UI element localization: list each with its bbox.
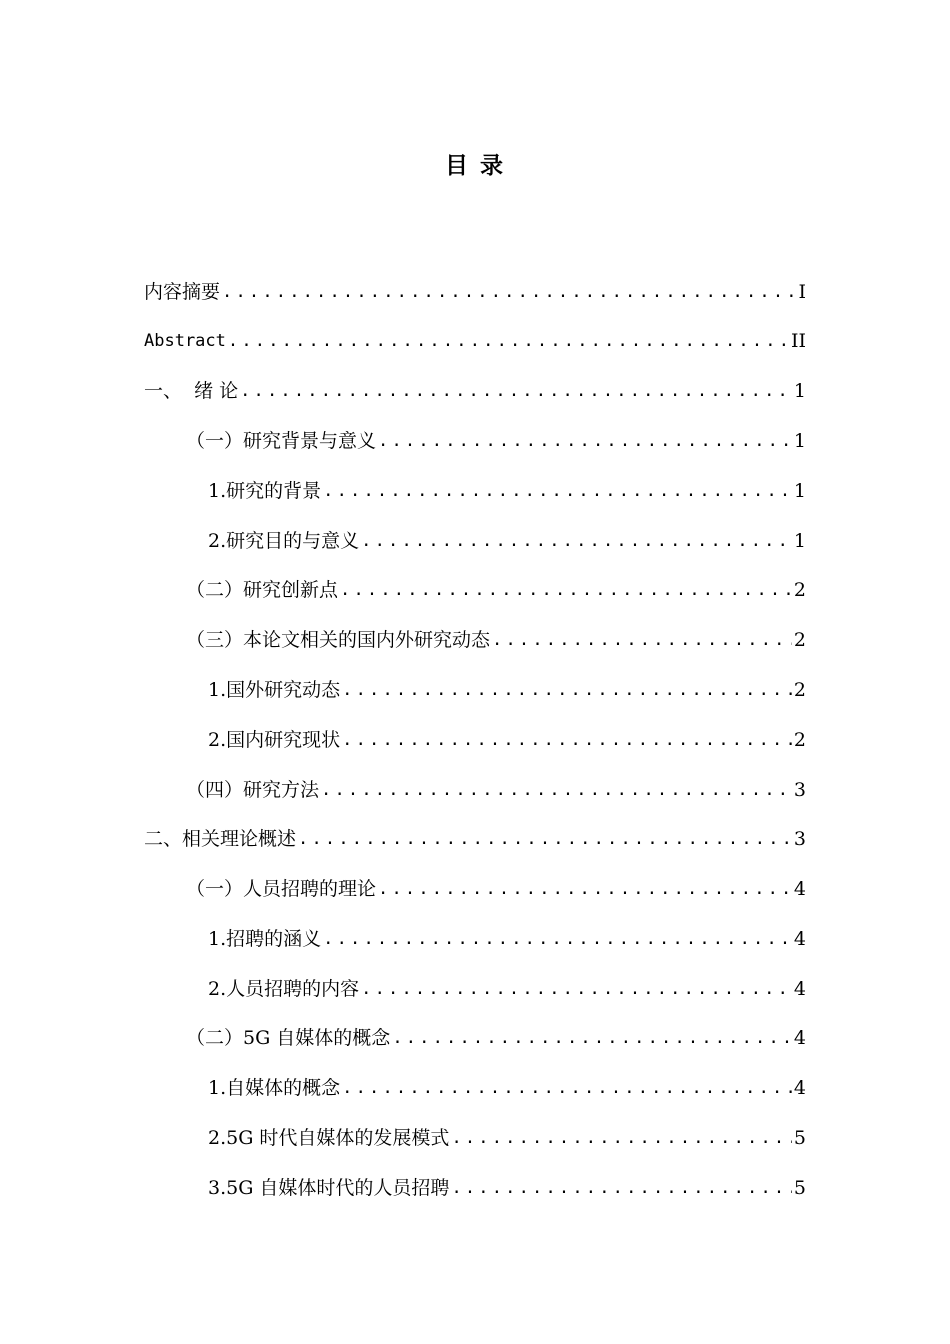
toc-page-number: 2	[793, 679, 806, 701]
toc-entry-subsection-2-2-3[interactable]	[208, 1173, 806, 1203]
toc-dot-leader	[492, 625, 792, 655]
toc-dot-leader	[222, 277, 796, 307]
toc-page-number: 5	[793, 1177, 806, 1199]
toc-entry-section-1-4[interactable]	[186, 775, 806, 805]
toc-dot-leader	[392, 1023, 792, 1053]
toc-dot-leader	[321, 775, 792, 805]
toc-entry-subsection-2-1-1[interactable]	[208, 924, 806, 954]
toc-entry-summary[interactable]	[144, 277, 806, 307]
toc-page-number: 4	[793, 878, 806, 900]
toc-page-number: II	[790, 330, 806, 352]
toc-page-number: 2	[793, 629, 806, 651]
toc-entry-section-1-3[interactable]	[186, 625, 806, 655]
toc-dot-leader	[342, 1073, 792, 1103]
toc-dot-leader	[378, 426, 792, 456]
toc-entry-label: （三）本论文相关的国内外研究动态	[186, 629, 491, 651]
toc-entry-chapter-1[interactable]	[144, 376, 806, 406]
toc-dot-leader	[378, 874, 792, 904]
toc-page-number: 1	[793, 380, 806, 402]
toc-entry-subsection-2-1-2[interactable]	[208, 974, 806, 1004]
toc-entry-label: （一）研究背景与意义	[186, 430, 377, 452]
toc-entry-section-1-2[interactable]	[186, 575, 806, 605]
toc-entry-subsection-1-3-1[interactable]	[208, 675, 806, 705]
toc-page-number: 5	[793, 1127, 806, 1149]
toc-entry-label: （二）研究创新点	[186, 579, 339, 601]
toc-entry-chapter-2[interactable]	[144, 824, 806, 854]
toc-entry-label: Abstract	[144, 331, 226, 351]
toc-entry-section-2-2[interactable]	[186, 1023, 806, 1053]
toc-entry-subsection-1-1-1[interactable]	[208, 476, 806, 506]
toc-entry-label: （二）5G 自媒体的概念	[186, 1027, 391, 1049]
toc-entry-label: 1.自媒体的概念	[208, 1077, 341, 1099]
toc-entry-label: （一）人员招聘的理论	[186, 878, 377, 900]
toc-dot-leader	[451, 1173, 791, 1203]
toc-page-number: 3	[793, 779, 806, 801]
toc-entry-label: 内容摘要	[144, 281, 221, 303]
toc-entry-label: 2.人员招聘的内容	[208, 978, 360, 1000]
toc-dot-leader	[361, 974, 792, 1004]
toc-entry-label: 2.5G 时代自媒体的发展模式	[208, 1127, 450, 1149]
toc-entry-section-1-1[interactable]	[186, 426, 806, 456]
toc-dot-leader	[342, 675, 792, 705]
toc-dot-leader	[323, 476, 792, 506]
toc-page-number: 1	[793, 480, 806, 502]
toc-entry-subsection-1-3-2[interactable]	[208, 725, 806, 755]
toc-entry-label: 2.研究目的与意义	[208, 530, 360, 552]
toc-page-number: 4	[793, 1077, 806, 1099]
toc-page-number: 2	[793, 579, 806, 601]
toc-entry-abstract[interactable]	[144, 326, 806, 356]
page-title: 目 录	[444, 153, 505, 179]
toc-dot-leader	[240, 376, 792, 406]
toc-page-number: 4	[793, 928, 806, 950]
toc-entry-section-2-1[interactable]	[186, 874, 806, 904]
toc-page-number: 1	[793, 430, 806, 452]
toc-entry-subsection-2-2-1[interactable]	[208, 1073, 806, 1103]
toc-page-number: I	[798, 281, 806, 303]
toc-dot-leader	[451, 1123, 791, 1153]
toc-entry-label: 1.国外研究动态	[208, 679, 341, 701]
toc-page-number: 1	[793, 530, 806, 552]
toc-entry-label: 二、相关理论概述	[144, 828, 297, 850]
toc-entry-label: 3.5G 自媒体时代的人员招聘	[208, 1177, 450, 1199]
toc-dot-leader	[323, 924, 792, 954]
toc-entry-subsection-2-2-2[interactable]	[208, 1123, 806, 1153]
toc-entry-label: 2.国内研究现状	[208, 729, 341, 751]
toc-dot-leader	[298, 824, 792, 854]
toc-entry-label: 1.招聘的涵义	[208, 928, 322, 950]
toc-entry-label: （四）研究方法	[186, 779, 320, 801]
toc-entry-subsection-1-1-2[interactable]	[208, 526, 806, 556]
toc-page-number: 4	[793, 1027, 806, 1049]
toc-page-number: 2	[793, 729, 806, 751]
toc-entry-label: 一、 绪 论	[144, 380, 239, 402]
toc-page-number: 4	[793, 978, 806, 1000]
toc-dot-leader	[361, 526, 792, 556]
toc-page-number: 3	[793, 828, 806, 850]
toc-dot-leader	[342, 725, 792, 755]
toc-entry-label: 1.研究的背景	[208, 480, 322, 502]
toc-dot-leader	[340, 575, 792, 605]
toc-dot-leader	[228, 326, 789, 356]
